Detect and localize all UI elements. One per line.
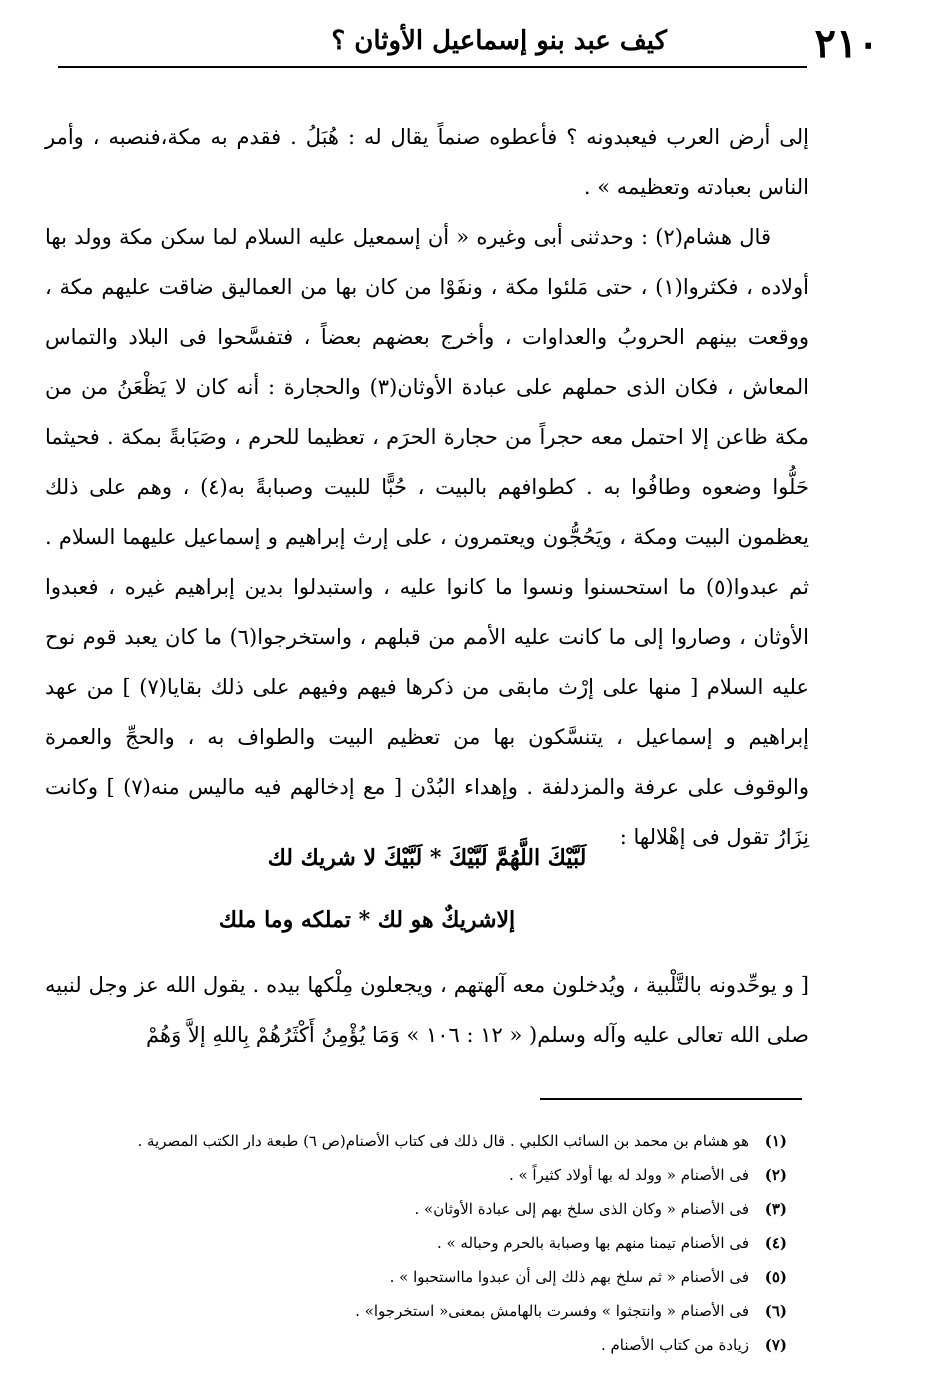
footnote bbox=[40, 1226, 787, 1260]
page-number: ٢١٠ bbox=[814, 20, 879, 67]
footnote bbox=[40, 1158, 787, 1192]
footnote bbox=[40, 1294, 787, 1328]
footnote-text: زيادة من كتاب الأصنام . bbox=[600, 1336, 749, 1354]
verse-line: لَبَّيْكَ اللَّهُمَّ لَبَّيْكَ * لَبَّيْكَ لا شريك لك bbox=[267, 845, 587, 871]
footnote bbox=[40, 1124, 787, 1158]
main-text bbox=[45, 112, 809, 862]
footnote-text: هو هشام بن محمد بن السائب الكلبي . قال ذلك فى كتاب الأصنام(ص ٦) طبعة دار الكتب المصرية . bbox=[137, 1132, 749, 1150]
footnote-text: فى الأصنام « وانتجثوا » وفسرت بالهامش بمعنى« استخرجوا» . bbox=[355, 1302, 749, 1320]
header-rule bbox=[58, 66, 807, 68]
footnote-number: (٤) bbox=[764, 1234, 787, 1252]
footnote-number: (٢) bbox=[764, 1166, 787, 1184]
footnote-text: فى الأصنام « ثم سلخ بهم ذلك إلى أن عبدوا مااستحبوا » . bbox=[389, 1268, 749, 1286]
footnote-number: (٥) bbox=[764, 1268, 787, 1286]
verse-line: إلاشريكٌ هو لك * تملكه وما ملك bbox=[218, 907, 516, 933]
paragraph: قال هشام(٢) : وحدثنى أبى وغيره « أن إسمعيل عليه السلام لما سكن مكة وولد بها أولاده ، فكثروا(١) ، حتى مَلئوا مكة ، ونفَوْا من كان بها من العماليق ضاقت عليهم مكة ، ووقعت بينهم الحروبُ والعداوات ، وأخرج بعضهم بعضاً ، فتفسَّحوا فى البلاد والتماس المعاش ، فكان الذى حملهم على عبادة الأوثان(٣) والحجارة : أنه كان لا يَظْعَنُ من من مكة ظاعن إلا احتمل معه حجراً من حجارة الحرَم ، تعظيما للحرم ، وصَبَابةً بمكة . فحيثما حَلُّوا وضعوه وطافُوا به . كطوافهم بالبيت ، حُبًّا للبيت وصبابةً به(٤) ، وهم على ذلك يعظمون البيت ومكة ، ويَحُجُّون ويعتمرون ، على إرث إبراهيم و إسماعيل عليهما السلام . ثم عبدوا(٥) ما استحسنوا ونسوا ما كانوا عليه ، واستبدلوا بدين إبراهيم غيره ، فعبدوا الأوثان ، وصاروا إلى ما كانت عليه الأمم من قبلهم ، واستخرجوا(٦) ما كان يعبد قوم نوح عليه السلام [ منها على إرْث مابقى من ذكرها فيهم وفيهم على ذلك بقايا(٧) ] من عهد إبراهيم و إسماعيل ، يتنسَّكون بها من تعظيم البيت والطواف به ، والحجِّ والعمرة والوقوف على عرفة والمزدلفة . وإهداء البُدْن [ مع إدخالهم فيه ماليس منه(٧) ] وكانت نِزَارُ تقول فى إهْلالها : bbox=[45, 225, 809, 849]
paragraph: إلى أرض العرب فيعبدونه ؟ فأعطوه صنماً يقال له : هُبَلُ . فقدم به مكة،فنصبه ، وأمر الناس بعبادته وتعظيمه » . bbox=[45, 125, 809, 199]
running-title: كيف عبد بنو إسماعيل الأوثان ؟ bbox=[331, 26, 667, 56]
footnote bbox=[40, 1260, 787, 1294]
page-header bbox=[52, 14, 879, 67]
paragraph: [ و يوحِّدونه بالتَّلْبية ، ويُدخلون معه آلهتهم ، ويجعلون مِلْكها بيده . يقول الله عز وجل لنبيه صلى الله تعالى عليه وآله وسلم( « ١٢ : ١٠٦ » وَمَا يُؤْمِنُ أَكْثَرُهُمْ بِاللهِ إلاَّ وَهُمْ bbox=[45, 973, 809, 1047]
main-text-continued bbox=[45, 960, 809, 1060]
footnote bbox=[40, 1328, 787, 1362]
footnote-text: فى الأصنام تيمنا منهم بها وصبابة بالحرم وحباله » . bbox=[436, 1234, 749, 1252]
footnote-rule bbox=[540, 1098, 802, 1100]
footnote-number: (٦) bbox=[764, 1302, 787, 1320]
footnote-number: (١) bbox=[764, 1132, 787, 1150]
footnote-number: (٧) bbox=[764, 1336, 787, 1354]
footnotes bbox=[40, 1124, 787, 1362]
footnote-number: (٣) bbox=[764, 1200, 787, 1218]
footnote-text: فى الأصنام « وكان الذى سلخ بهم إلى عبادة الأوثان» . bbox=[414, 1200, 749, 1218]
footnote bbox=[40, 1192, 787, 1226]
footnote-text: فى الأصنام « وولد له بها أولاد كثيراً » . bbox=[508, 1166, 749, 1184]
